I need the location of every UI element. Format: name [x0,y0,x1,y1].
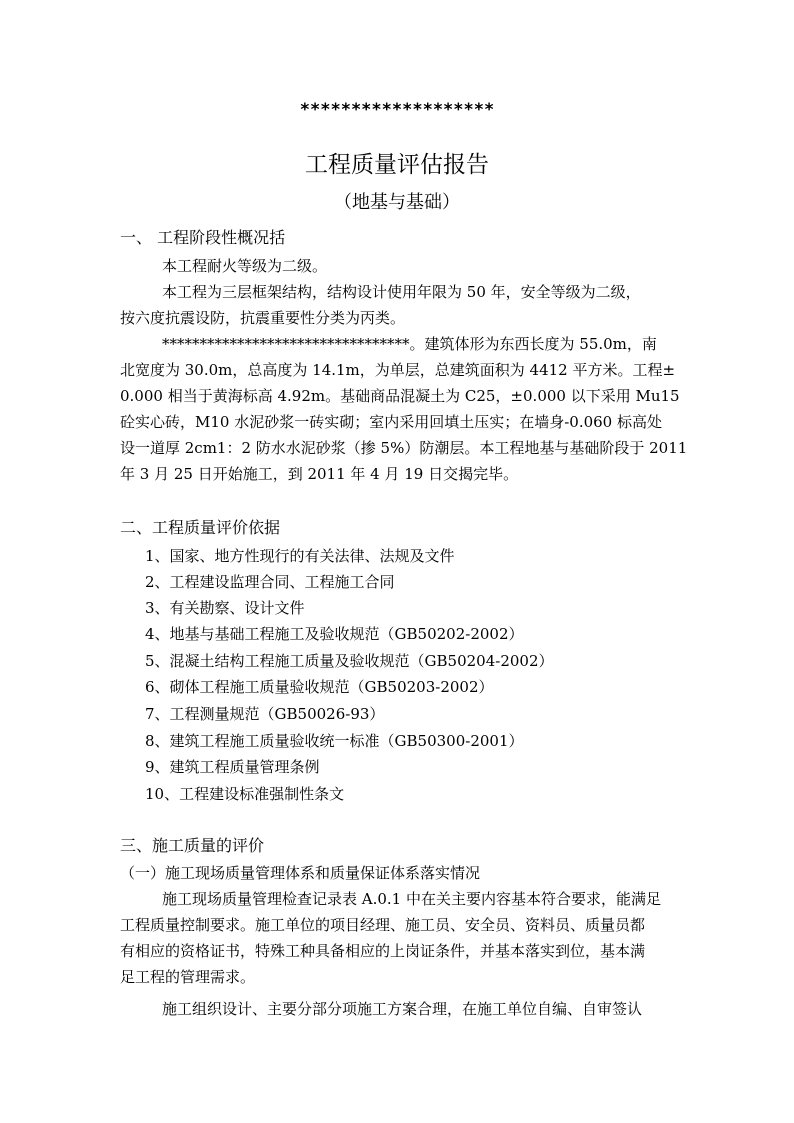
paragraph-line: 施工现场质量管理检查记录表 A.0.1 中在关主要内容基本符合要求，能满足 [162,890,661,908]
list-item: 10、工程建设标准强制性条文 [145,785,345,803]
section-3-heading: 三、施工质量的评价 [120,836,265,855]
list-item: 1、国家、地方性现行的有关法律、法规及文件 [145,547,455,565]
list-item: 9、建筑工程质量管理条例 [145,758,320,776]
paragraph-line: 设一道厚 2cm1：2 防水水泥砂浆（掺 5%）防潮层。本工程地基与基础阶段于 2011 [120,439,688,457]
paragraph-line: 本工程为三层框架结构，结构设计使用年限为 50 年，安全等级为二级， [162,283,641,301]
paragraph-line: 砼实心砖，M10 水泥砂浆一砖实砌；室内采用回填土压实；在墙身-0.060 标高处 [120,413,662,431]
list-item: 2、工程建设监理合同、工程施工合同 [145,573,395,591]
list-item: 5、混凝土结构工程施工质量及验收规范（GB50204-2002） [145,652,554,670]
page-title: 工程质量评估报告 [305,152,489,178]
paragraph-line: *********************************。建筑体形为东西长度为 55.0m，南 [162,335,657,353]
section-1-heading: 一、 工程阶段性概况括 [120,228,286,247]
list-item: 3、有关勘察、设计文件 [145,599,305,617]
paragraph-line: 按六度抗震设防，抗震重要性分类为丙类。 [120,309,406,327]
paragraph-line: 0.000 相当于黄海标高 4.92m。基础商品混凝土为 C25，±0.000 以下采用 Mu15 [120,387,680,405]
paragraph-line: 施工组织设计、主要分部分项施工方案合理，在施工单位自编、自审签认 [162,1000,643,1018]
list-item: 7、工程测量规范（GB50026-93） [145,705,385,723]
list-item: 4、地基与基础工程施工及验收规范（GB50202-2002） [145,625,524,643]
section-2-heading: 二、工程质量评价依据 [120,518,281,537]
paragraph-line: 足工程的管理需求。 [120,968,256,986]
page-subtitle: （地基与基础） [334,192,460,213]
header-stars: ******************* [299,100,495,120]
list-item: 8、建筑工程施工质量验收统一标准（GB50300-2001） [145,732,524,750]
paragraph-line: 工程质量控制要求。施工单位的项目经理、施工员、安全员、资料员、质量员都 [120,916,646,934]
paragraph-line: 本工程耐火等级为二级。 [162,257,328,275]
paragraph-line: 有相应的资格证书，特殊工种具备相应的上岗证条件，并基本落实到位，基本满 [120,942,646,960]
paragraph-line: 北宽度为 30.0m，总高度为 14.1m，为单层，总建筑面积为 4412 平方米。工程± [120,361,676,379]
paragraph-line: 年 3 月 25 日开始施工，到 2011 年 4 月 19 日交揭完毕。 [120,465,519,483]
subsection-heading: （一）施工现场质量管理体系和质量保证体系落实情况 [120,864,481,882]
list-item: 6、砌体工程施工质量验收规范（GB50203-2002） [145,678,494,696]
